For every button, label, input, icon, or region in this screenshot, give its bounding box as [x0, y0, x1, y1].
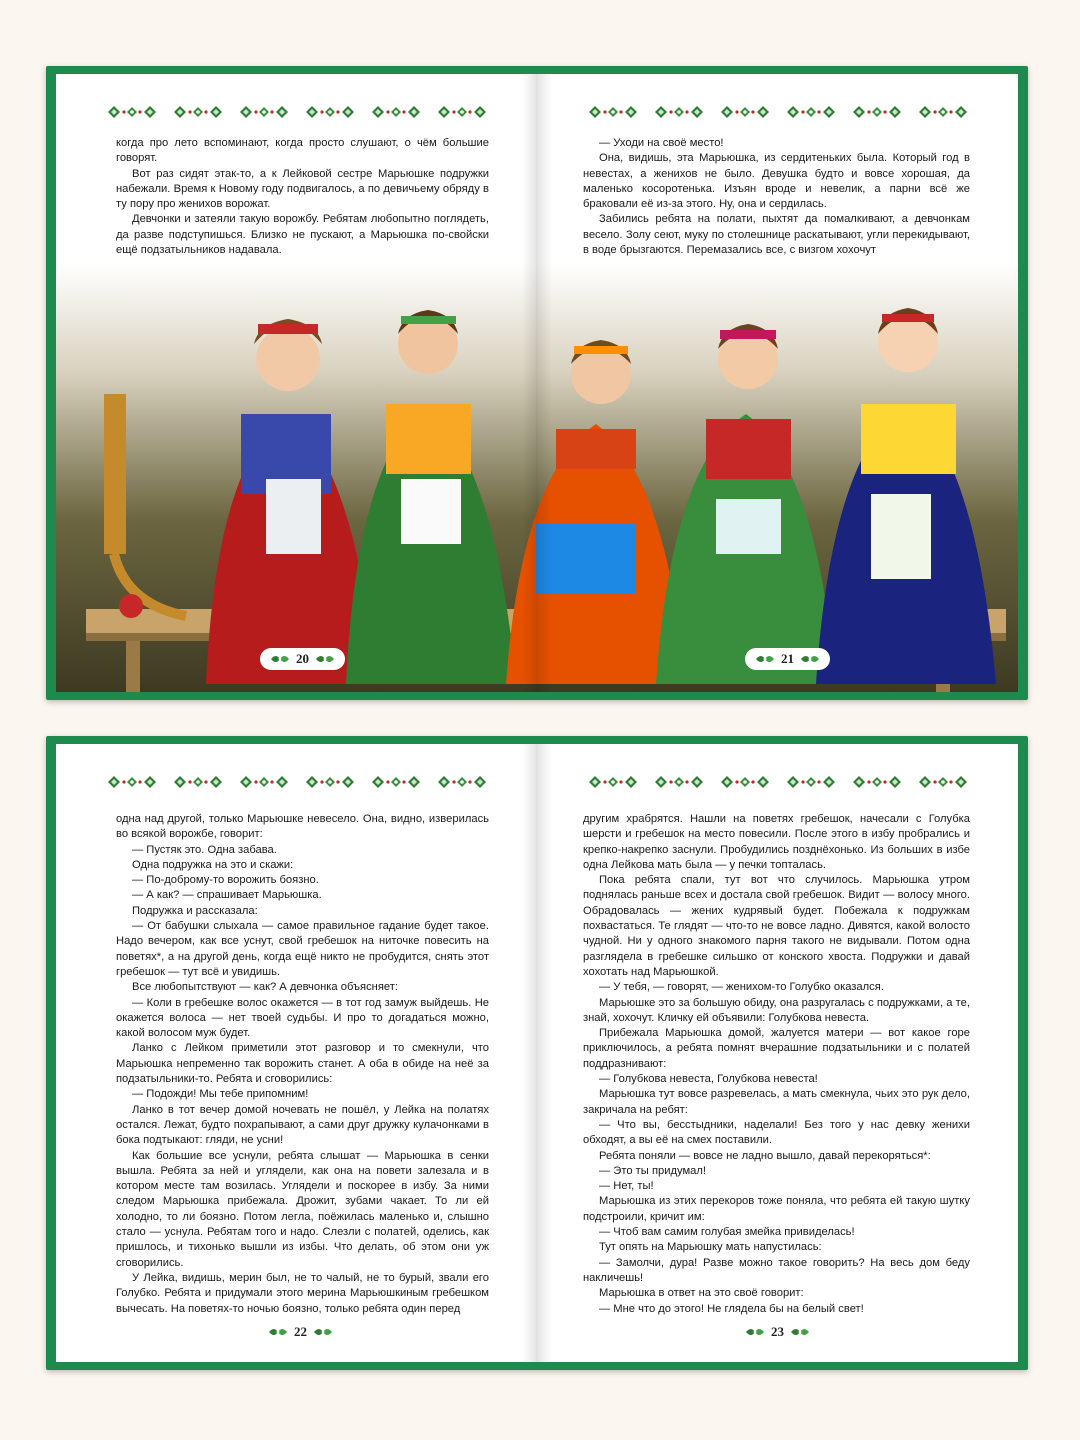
paragraph: Как большие все уснули, ребята слышат — Марьюшка в сенки вышла. Ребята за ней и углядели, как она на повети залезала и в котором месте там возилась. Углядели и поскорее в избу. За ними следом Марьюшка прибежала. Дрожит, зубами чакает. То ли ей холодно, то ли боязно. Потом легла, поёжилась маленько и, слышно стало — уснула. Ребятам того и надо. Слезли с полатей, оделись, как пришлось, и тихонько вышли из избы. Что делать, об этом они уж сговорились. — [116, 1149, 489, 1269]
book-spread-bottom — [46, 736, 1028, 1370]
paragraph: Марьюшка тут вовсе разревелась, а мать смекнула, чьих это рук дело, закричала на ребят: — [583, 1088, 970, 1116]
paragraph: Она, видишь, эта Марьюшка, из сердитеньких была. Который год в невестах, а женихов не было. Девушка будто и вовсе хорошая, да маленько косоротенька. Изъян вроде и невелик, а парни всё же браковали её из-за этого. Ну, она и сердилась. — [583, 152, 970, 211]
leaf-ornament-icon — [313, 1326, 333, 1338]
page-22 — [56, 744, 537, 1362]
ornament-icon — [851, 104, 903, 120]
paragraph: Пока ребята спали, тут вот что случилось. Марьюшка утром поднялась раньше всех и достала свой гребешок. Видит — волосу много. Обрадовалась — жених кудрявый будет. Побежала к подружкам похвастаться. Те глядят — что-то не вовсе ладно. Дивятся, какой волосто чудной. Ни у одного знакомого парня такого не видывали. Потом одна разглядела в гребешке сильшко от конского хвоста. Подружки и давай хохотать над Марьюшкой. — [583, 874, 970, 978]
paragraph: У Лейка, видишь, мерин был, не то чалый, не то бурый, звали его Голубко. Ребята и придумали этого мерина Марьюшкиным гребешком вычесать. На поветях-то ночью боязно, только ребята один перед — [116, 1271, 489, 1315]
ornament-icon — [172, 774, 224, 790]
ornament-icon — [785, 104, 837, 120]
paragraph: — По-доброму-то ворожить боязно. — [132, 874, 319, 887]
page-ornament — [56, 104, 537, 120]
leaf-ornament-icon — [800, 653, 820, 665]
paragraph: — Уходи на своё место! — [599, 137, 724, 149]
ornament-icon — [851, 774, 903, 790]
leaf-ornament-icon — [790, 1326, 810, 1338]
leaf-ornament-icon — [268, 1326, 288, 1338]
ornament-icon — [172, 104, 224, 120]
ornament-icon — [785, 774, 837, 790]
leaf-ornament-icon — [270, 653, 290, 665]
ornament-icon — [370, 774, 422, 790]
page-text — [116, 812, 489, 1317]
ornament-icon — [653, 774, 705, 790]
page-text — [583, 136, 970, 258]
book-spread-top — [46, 66, 1028, 700]
ornament-icon — [304, 774, 356, 790]
paragraph: одна над другой, только Марьюшке невесело. Она, видно, изверилась во всякой ворожбе, говорит: — [116, 813, 489, 841]
ornament-icon — [304, 104, 356, 120]
paragraph: Одна подружка на это и скажи: — [132, 858, 294, 871]
paragraph: Ребята поняли — вовсе не ладно вышло, давай перекоряться*: — [599, 1149, 931, 1162]
page-text — [116, 136, 489, 258]
paragraph: Ланко с Лейком приметили этот разговор и то смекнули, что Марьюшка непременно так ворожить станет. А оба в обиде на неё за подзатыльники-то. Ребята и сговорились: — [116, 1042, 489, 1086]
page-20 — [56, 74, 537, 692]
spread-pages-22-23 — [56, 744, 1018, 1362]
paragraph: Подружка и рассказала: — [132, 904, 258, 917]
paragraph: когда про лето вспоминают, когда просто слушают, о чём большие говорят. — [116, 137, 489, 165]
page-number-value: 21 — [781, 651, 794, 666]
page-21 — [537, 74, 1018, 692]
leaf-ornament-icon — [755, 653, 775, 665]
page-text — [583, 812, 970, 1317]
ornament-icon — [917, 104, 969, 120]
paragraph: Тут опять на Марьюшку мать напустилась: — [599, 1241, 822, 1254]
paragraph: Забились ребята на полати, пыхтят да помалкивают, а девчонкам весело. Золу сеют, муку по столешнице раскатывают, угли перекидывают, в воде брызгаются. Перемазались все, с визгом хохочут — [583, 213, 970, 257]
ornament-icon — [917, 774, 969, 790]
page-number — [268, 1324, 333, 1340]
page-ornament — [537, 774, 1018, 790]
leaf-ornament-icon — [745, 1326, 765, 1338]
paragraph: — Подожди! Мы тебе припомним! — [132, 1088, 309, 1101]
ornament-icon — [719, 774, 771, 790]
ornament-icon — [106, 774, 158, 790]
paragraph: Марьюшке это за большую обиду, она разругалась с подружками, а те, знай, хохочут. Кличку ей объявили: Голубкова невеста. — [583, 996, 970, 1024]
paragraph: Все любопытствуют — как? А девчонка объясняет: — [132, 981, 398, 994]
paragraph: — Это ты придумал! — [599, 1164, 707, 1177]
paragraph: — Чтоб вам самим голубая змейка привиделась! — [599, 1226, 855, 1239]
paragraph: — Пустяк это. Одна забава. — [132, 843, 277, 856]
paragraph: — Коли в гребешке волос окажется — в тот год замуж выйдешь. Не окажется волоса — нет твоей судьбы. И про то догадаться можно, какой волосом муж будет. — [116, 996, 489, 1040]
paragraph: Марьюшка из этих перекоров тоже поняла, что ребята ей такую шутку подстроили, кричит им: — [583, 1195, 970, 1223]
page-23 — [537, 744, 1018, 1362]
paragraph: Прибежала Марьюшка домой, жалуется матери — вот какое горе приключилось, а ребята помнят вчерашние подзатыльники и с полатей поддразнивают: — [583, 1027, 970, 1070]
ornament-icon — [370, 104, 422, 120]
page-ornament — [56, 774, 537, 790]
spread-pages-20-21 — [56, 74, 1018, 692]
ornament-icon — [587, 104, 639, 120]
paragraph: — Замолчи, дура! Разве можно такое говорить? На весь дом беду накличешь! — [583, 1256, 970, 1284]
ornament-icon — [587, 774, 639, 790]
page-number — [745, 1324, 810, 1340]
ornament-icon — [436, 774, 488, 790]
ornament-icon — [653, 104, 705, 120]
paragraph: Марьюшка в ответ на это своё говорит: — [599, 1287, 804, 1300]
paragraph: — Голубкова невеста, Голубкова невеста! — [599, 1073, 818, 1086]
paragraph: — У тебя, — говорят, — женихом-то Голубко оказался. — [599, 981, 884, 994]
paragraph: — Мне что до этого! Не глядела бы на белый свет! — [599, 1302, 864, 1315]
paragraph: Ланко в тот вечер домой ночевать не пошёл, у Лейка на полатях остался. Лежат, будто похрапывают, а сами друг дружку кулачонками в бока подтыкают: гляди, не усни! — [116, 1103, 489, 1147]
ornament-icon — [238, 104, 290, 120]
paragraph: — Нет, ты! — [599, 1180, 654, 1193]
paragraph: Вот раз сидят этак-то, а к Лейковой сестре Марьюшке подружки набежали. Время к Новому году подвигалось, а по девичьему обряду в ту пору про женихов ворожат. — [116, 167, 489, 211]
ornament-icon — [719, 104, 771, 120]
ornament-icon — [106, 104, 158, 120]
leaf-ornament-icon — [315, 653, 335, 665]
paragraph: другим храбрятся. Нашли на поветях гребешок, начесали с Голубка шерсти и гребешок на место повесили. После этого в избу пробрались и крепко-накрепко заснули. Пробудились позднёхонько. Из больших в избе одна Лейкова мать была — у печки топталась. — [583, 813, 970, 871]
ornament-icon — [238, 774, 290, 790]
page-number-value: 22 — [294, 1324, 307, 1339]
page-ornament — [537, 104, 1018, 120]
paragraph: Девчонки и затеяли такую ворожбу. Ребятам любопытно поглядеть, да разве подступишься. Близко не пускают, а Марьюшка по-свойски ещё подзатыльников надавала. — [116, 213, 489, 257]
page-number-value: 20 — [296, 651, 309, 666]
paragraph: — А как? — спрашивает Марьюшка. — [132, 889, 322, 902]
paragraph: — Что вы, бесстыдники, наделали! Без того у нас девку женихи обходят, а вы её на смех поставили. — [583, 1118, 970, 1147]
page-number — [260, 648, 345, 670]
paragraph: — От бабушки слыхала — самое правильное гадание будет такое. Надо вечером, как все уснут, свой гребешок на ниточке повесить на поветях*, а на другой день, когда ещё никто не пробудится, снять этот гребешок — тут всё и увидишь. — [116, 920, 489, 978]
page-number-value: 23 — [771, 1324, 784, 1339]
page-number — [745, 648, 830, 670]
ornament-icon — [436, 104, 488, 120]
